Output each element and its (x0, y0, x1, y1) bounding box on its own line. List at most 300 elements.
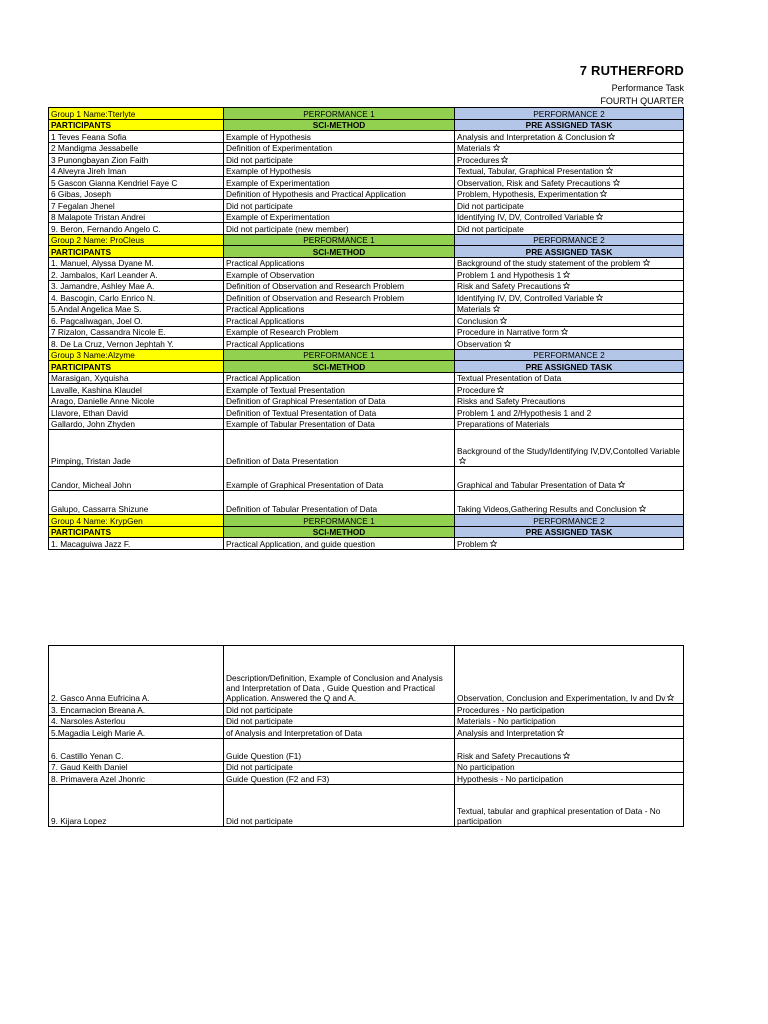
page-subtitle-quarter: FOURTH QUARTER (600, 96, 684, 106)
performance-1-task-text: Example of Graphical Presentation of Data (226, 480, 384, 490)
performance-1-task-text: Did not participate (226, 200, 293, 211)
group-header-row (49, 349, 684, 361)
star-icon (559, 327, 568, 337)
performance-1-task (224, 372, 455, 384)
performance-1-task-text: Definition of Hypothesis and Practical Application (226, 189, 406, 199)
performance-2-task-text: Analysis and Interpretation (457, 727, 556, 738)
performance-1-task-text: Definition of Observation and Research Problem (226, 281, 405, 291)
participants-header-text: PARTICIPANTS (51, 246, 112, 257)
performance-2-header (455, 108, 684, 120)
performance-2-task-text: Did not participate (457, 223, 524, 234)
performance-1-task-text: Guide Question (F2 and F3) (226, 773, 330, 784)
table-row (49, 338, 684, 350)
performance-1-task (224, 211, 455, 223)
participant-name (49, 407, 224, 419)
pre-assigned-task-header-text: PRE ASSIGNED TASK (525, 527, 613, 537)
participant-name-text: 4. Bascogin, Carlo Enrico N. (51, 292, 156, 303)
performance-2-task (455, 384, 684, 396)
participant-name (49, 372, 224, 384)
performance-2-task (455, 269, 684, 281)
star-icon (499, 155, 508, 165)
participant-name (49, 142, 224, 154)
table-row (49, 430, 684, 467)
participants-header-text: PARTICIPANTS (51, 361, 112, 372)
performance-2-task (455, 372, 684, 384)
performance-2-task (455, 211, 684, 223)
participant-name-text: 3 Punongbayan Zion Faith (51, 154, 149, 165)
performance-1-task (224, 292, 455, 304)
participant-name (49, 467, 224, 491)
performance-2-task (455, 280, 684, 292)
table-row (49, 704, 684, 716)
table-row (49, 269, 684, 281)
performance-1-task (224, 761, 455, 773)
participant-name-text: 4 Alveyra Jireh Iman (51, 166, 127, 176)
performance-2-task-text: Background of the study statement of the problem (457, 258, 641, 268)
participant-name (49, 280, 224, 292)
performance-1-task (224, 154, 455, 166)
performance-2-task-text: Procedure in Narrative form (457, 327, 559, 337)
performance-1-task (224, 467, 455, 491)
performance-2-task (455, 418, 684, 430)
performance-2-task-text: Background of the Study/Identifying IV,DV,Contolled Variable (457, 446, 680, 456)
performance-1-task-text: Definition of Observation and Research Problem (226, 292, 405, 303)
participant-name-text: 4. Narsoles Asterlou (51, 716, 126, 726)
participant-name-text: 3. Encarnacion Breana A. (51, 704, 146, 715)
participant-name (49, 773, 224, 785)
group-name (49, 108, 224, 120)
star-icon (488, 539, 497, 549)
group-subheader-row (49, 526, 684, 538)
performance-2-task-text: Conclusion (457, 315, 499, 326)
sci-method-header-text: SCI-METHOD (312, 246, 366, 257)
performance-1-task (224, 315, 455, 327)
participant-name-text: Pimping, Tristan Jade (51, 456, 131, 466)
group-subheader-row (49, 246, 684, 258)
pre-assigned-task-header-text: PRE ASSIGNED TASK (525, 246, 613, 257)
performance-2-task-text: Problem, Hypothesis, Experimentation (457, 189, 599, 199)
performance-1-task-text: Example of Textual Presentation (226, 384, 345, 395)
participant-name-text: 9. Kijara Lopez (51, 815, 107, 826)
participants-header (49, 119, 224, 131)
performance-1-task (224, 257, 455, 269)
performance-1-task (224, 646, 455, 704)
pre-assigned-task-header (455, 361, 684, 373)
performance-2-task (455, 467, 684, 491)
table-row (49, 154, 684, 166)
table-row (49, 784, 684, 826)
table-row (49, 395, 684, 407)
participant-name (49, 211, 224, 223)
group-name-text: Group 3 Name:Alzyme (51, 350, 135, 360)
performance-2-task-text: Observation, Conclusion and Experimentation, Iv and Dv (457, 693, 666, 703)
performance-1-header-text: PERFORMANCE 1 (303, 515, 375, 526)
participant-name (49, 715, 224, 727)
group-name (49, 234, 224, 246)
performance-2-task-text: Taking Videos,Gathering Results and Conclusion (457, 504, 637, 514)
performance-1-task-text: Practical Applications (226, 338, 305, 349)
performance-1-header (224, 234, 455, 246)
page-title: 7 RUTHERFORD (579, 63, 684, 78)
performance-1-task (224, 491, 455, 515)
performance-1-task-text: Definition of Graphical Presentation of Data (226, 396, 386, 406)
participant-name-text: 7. Gaud Keith Daniel (51, 762, 128, 772)
table-row (49, 131, 684, 143)
performance-2-task-text: Did not participate (457, 200, 524, 211)
table-row (49, 372, 684, 384)
participant-name (49, 761, 224, 773)
performance-2-task-text: Problem (457, 538, 488, 549)
performance-1-task (224, 200, 455, 212)
participant-name-text: 2. Gasco Anna Eufricina A. (51, 693, 150, 703)
participant-name (49, 303, 224, 315)
performance-1-task-text: Example of Hypothesis (226, 166, 311, 176)
performance-2-task-text: Graphical and Tabular Presentation of Data (457, 480, 616, 490)
performance-1-task (224, 704, 455, 716)
group-subheader-row (49, 361, 684, 373)
group-header-row (49, 234, 684, 246)
performance-1-task (224, 784, 455, 826)
participant-name (49, 200, 224, 212)
star-icon (606, 132, 615, 142)
group-name (49, 515, 224, 527)
table-row (49, 257, 684, 269)
star-icon (498, 316, 507, 326)
participant-name-text: 6. Pagcaliwagan, Joel O. (51, 315, 143, 326)
performance-1-task-text: Practical Application (226, 373, 301, 383)
performance-2-task-text: Textual Presentation of Data (457, 373, 562, 383)
performance-2-task (455, 131, 684, 143)
participant-name (49, 326, 224, 338)
performance-1-task-text: Example of Research Problem (226, 327, 339, 337)
performance-2-task-text: Risk and Safety Precautions (457, 281, 562, 291)
performance-1-task-text: Did not participate (226, 762, 293, 772)
performance-1-task (224, 407, 455, 419)
sci-method-header (224, 361, 455, 373)
performance-2-task (455, 200, 684, 212)
participant-name-text: 2. Jambalos, Karl Leander A. (51, 269, 158, 280)
performance-2-task-text: Textual, tabular and graphical presentation of Data - No participation (457, 805, 661, 826)
performance-1-header-text: PERFORMANCE 1 (303, 235, 375, 245)
performance-1-task-text: Example of Experimentation (226, 177, 330, 188)
table-row (49, 292, 684, 304)
sci-method-header (224, 526, 455, 538)
performance-2-task (455, 773, 684, 785)
participant-name-text: 1 Teves Feana Sofia (51, 131, 127, 142)
group-name-text: Group 1 Name:Tterlyte (51, 108, 136, 119)
participant-name-text: 6. Castillo Yenan C. (51, 750, 124, 761)
performance-2-task (455, 704, 684, 716)
performance-2-task (455, 784, 684, 826)
sci-method-header-text: SCI-METHOD (312, 527, 366, 537)
performance-1-task-text: Description/Definition, Example of Conclusion and Analysis and Interpretation of Data , Guide Question and Practical Application. Answered the Q and A. (226, 673, 443, 703)
performance-1-task-text: Practical Application, and guide question (226, 538, 375, 549)
performance-2-task-text: Risk and Safety Precautions (457, 750, 562, 761)
participant-name (49, 154, 224, 166)
pre-assigned-task-header (455, 246, 684, 258)
performance-1-task-text: Definition of Experimentation (226, 143, 333, 153)
table-row (49, 538, 684, 550)
participants-header (49, 526, 224, 538)
participant-name (49, 177, 224, 189)
star-icon (555, 728, 564, 738)
sci-method-header-text: SCI-METHOD (312, 120, 366, 130)
table-row (49, 326, 684, 338)
participants-header-text: PARTICIPANTS (51, 120, 112, 130)
performance-2-task (455, 142, 684, 154)
participants-header (49, 246, 224, 258)
performance-2-header-text: PERFORMANCE 2 (533, 235, 605, 245)
table-row (49, 467, 684, 491)
performance-1-task-text: Did not participate (226, 815, 293, 826)
participant-name-text: Gallardo, John Zhyden (51, 419, 135, 429)
participant-name-text: 7 Fegalan Jhenel (51, 200, 115, 211)
performance-2-task (455, 715, 684, 727)
participant-name (49, 727, 224, 739)
participant-name (49, 784, 224, 826)
star-icon (491, 143, 500, 153)
participant-name (49, 395, 224, 407)
participant-name (49, 538, 224, 550)
table-row (49, 315, 684, 327)
performance-2-task (455, 188, 684, 200)
performance-1-header (224, 108, 455, 120)
performance-2-header (455, 234, 684, 246)
performance-2-task (455, 165, 684, 177)
performance-1-task-text: Practical Applications (226, 304, 305, 314)
performance-2-task-text: Identifying IV, DV, Controlled Variable (457, 292, 595, 303)
performance-2-task-text: Observation, Risk and Safety Precautions (457, 177, 611, 188)
performance-2-task (455, 738, 684, 761)
pre-assigned-task-header (455, 526, 684, 538)
star-icon (561, 751, 570, 761)
sci-method-header-text: SCI-METHOD (312, 361, 366, 372)
participant-name-text: 2 Mandigma Jessabelle (51, 143, 139, 153)
performance-2-header-text: PERFORMANCE 2 (533, 515, 605, 526)
participant-name (49, 646, 224, 704)
performance-2-task-text: Hypothesis - No participation (457, 773, 564, 784)
star-icon (665, 693, 674, 703)
performance-1-header-text: PERFORMANCE 1 (303, 350, 375, 360)
table-row (49, 280, 684, 292)
star-icon (604, 166, 613, 176)
performance-1-task-text: Did not participate (226, 716, 293, 726)
table-row (49, 188, 684, 200)
performance-2-task (455, 430, 684, 467)
performance-2-header (455, 349, 684, 361)
performance-2-task (455, 177, 684, 189)
participant-name-text: Lavalle, Kashina Klaudel (51, 384, 142, 395)
table-row (49, 491, 684, 515)
participant-name-text: 5.Andal Angelica Mae S. (51, 304, 142, 314)
performance-1-task (224, 715, 455, 727)
performance-1-task (224, 223, 455, 235)
performance-1-task-text: Definition of Textual Presentation of Data (226, 407, 377, 418)
performance-2-task (455, 303, 684, 315)
table-row (49, 418, 684, 430)
performance-2-task-text: Procedures - No participation (457, 704, 565, 715)
performance-2-task (455, 257, 684, 269)
star-icon (561, 281, 570, 291)
performance-2-task-text: Materials - No participation (457, 716, 556, 726)
performance-2-header-text: PERFORMANCE 2 (533, 350, 605, 360)
performance-1-task (224, 430, 455, 467)
star-icon (616, 480, 625, 490)
performance-2-task-text: Materials (457, 304, 491, 314)
participant-name-text: 1. Macaguiwa Jazz F. (51, 538, 131, 549)
group-name-text: Group 4 Name: KrypGen (51, 515, 143, 526)
table-row (49, 646, 684, 704)
pre-assigned-task-header-text: PRE ASSIGNED TASK (525, 120, 613, 130)
group-name-text: Group 2 Name: ProCleus (51, 235, 145, 245)
table-row (49, 738, 684, 761)
performance-1-task (224, 326, 455, 338)
group-header-row (49, 515, 684, 527)
participant-name (49, 269, 224, 281)
participant-name-text: Candor, Micheal John (51, 480, 132, 490)
pre-assigned-task-header-text: PRE ASSIGNED TASK (525, 361, 613, 372)
performance-1-task (224, 773, 455, 785)
star-icon (457, 456, 466, 466)
performance-2-task (455, 395, 684, 407)
performance-2-task (455, 538, 684, 550)
participant-name (49, 384, 224, 396)
participant-name (49, 315, 224, 327)
table-row (49, 773, 684, 785)
performance-table (48, 107, 684, 550)
performance-1-header-text: PERFORMANCE 1 (303, 108, 375, 119)
participant-name-text: 8. De La Cruz, Vernon Jephtah Y. (51, 338, 174, 349)
star-icon (637, 504, 646, 514)
participant-name (49, 188, 224, 200)
performance-1-task-text: Practical Applications (226, 315, 305, 326)
performance-2-task (455, 326, 684, 338)
performance-1-task-text: Practical Applications (226, 258, 305, 268)
group-name (49, 349, 224, 361)
performance-2-task-text: Textual, Tabular, Graphical Presentation (457, 166, 604, 176)
performance-2-task-text: Observation (457, 338, 502, 349)
performance-2-task (455, 315, 684, 327)
performance-1-task (224, 384, 455, 396)
table-row (49, 165, 684, 177)
performance-1-task-text: Example of Experimentation (226, 212, 330, 222)
participant-name (49, 165, 224, 177)
performance-1-task (224, 142, 455, 154)
performance-1-task (224, 418, 455, 430)
table-row (49, 384, 684, 396)
participants-header-text: PARTICIPANTS (51, 527, 112, 537)
performance-2-task-text: Procedure (457, 384, 496, 395)
table-row (49, 200, 684, 212)
participant-name-text: Llavore, Ethan David (51, 407, 129, 418)
participant-name-text: 1. Manuel, Alyssa Dyane M. (51, 258, 154, 268)
participant-name (49, 704, 224, 716)
performance-2-header (455, 515, 684, 527)
star-icon (611, 178, 620, 188)
performance-1-task (224, 727, 455, 739)
performance-1-header (224, 515, 455, 527)
participant-name (49, 292, 224, 304)
table-row (49, 761, 684, 773)
participant-name (49, 418, 224, 430)
star-icon (495, 385, 504, 395)
participant-name (49, 491, 224, 515)
performance-1-task-text: Guide Question (F1) (226, 750, 302, 761)
star-icon (491, 304, 500, 314)
performance-1-task (224, 177, 455, 189)
participant-name-text: 5.Magadia Leigh Marie A. (51, 727, 146, 738)
performance-1-task-text: Example of Tabular Presentation of Data (226, 419, 375, 429)
participants-header (49, 361, 224, 373)
table-row (49, 223, 684, 235)
performance-2-task (455, 407, 684, 419)
performance-2-task-text: Analysis and Interpretation & Conclusion (457, 131, 607, 142)
star-icon (594, 293, 603, 303)
performance-1-task-text: Example of Observation (226, 269, 315, 280)
performance-1-header (224, 349, 455, 361)
performance-1-task (224, 188, 455, 200)
performance-2-task (455, 223, 684, 235)
table-row (49, 727, 684, 739)
performance-1-task-text: Example of Hypothesis (226, 131, 311, 142)
performance-1-task-text: Did not participate (new member) (226, 223, 349, 234)
performance-1-task (224, 280, 455, 292)
performance-2-task (455, 154, 684, 166)
performance-1-task-text: of Analysis and Interpretation of Data (226, 727, 363, 738)
performance-1-task (224, 538, 455, 550)
table-row (49, 211, 684, 223)
performance-2-task-text: Problem 1 and 2/Hypothesis 1 and 2 (457, 407, 592, 418)
performance-1-task (224, 165, 455, 177)
participant-name-text: 3. Jamandre, Ashley Mae A. (51, 281, 155, 291)
performance-table-continuation (48, 645, 684, 827)
sci-method-header (224, 119, 455, 131)
performance-2-task (455, 292, 684, 304)
star-icon (561, 270, 570, 280)
page-subtitle-task: Performance Task (611, 83, 684, 93)
participant-name (49, 430, 224, 467)
table-row (49, 303, 684, 315)
performance-1-task (224, 269, 455, 281)
group-header-row (49, 108, 684, 120)
performance-2-task (455, 491, 684, 515)
participant-name (49, 257, 224, 269)
performance-2-task (455, 727, 684, 739)
performance-2-task-text: Identifying IV, DV, Controlled Variable (457, 212, 595, 222)
star-icon (641, 258, 650, 268)
performance-1-task (224, 738, 455, 761)
participant-name-text: 9. Beron, Fernando Angelo C. (51, 223, 161, 234)
sci-method-header (224, 246, 455, 258)
table-row (49, 407, 684, 419)
star-icon (594, 212, 603, 222)
star-icon (598, 189, 607, 199)
participant-name-text: 5 Gascon Gianna Kendriel Faye C (51, 177, 178, 188)
performance-2-task-text: Problem 1 and Hypothesis 1 (457, 269, 562, 280)
table-row (49, 177, 684, 189)
performance-2-task (455, 646, 684, 704)
pre-assigned-task-header (455, 119, 684, 131)
performance-2-task (455, 338, 684, 350)
participant-name-text: Arago, Danielle Anne Nicole (51, 396, 155, 406)
performance-1-task (224, 303, 455, 315)
performance-1-task-text: Did not participate (226, 154, 293, 165)
table-row (49, 715, 684, 727)
group-subheader-row (49, 119, 684, 131)
performance-2-task-text: No participation (457, 762, 515, 772)
participant-name-text: 8 Malapote Tristan Andrei (51, 212, 146, 222)
performance-1-task-text: Definition of Tabular Presentation of Data (226, 504, 378, 514)
